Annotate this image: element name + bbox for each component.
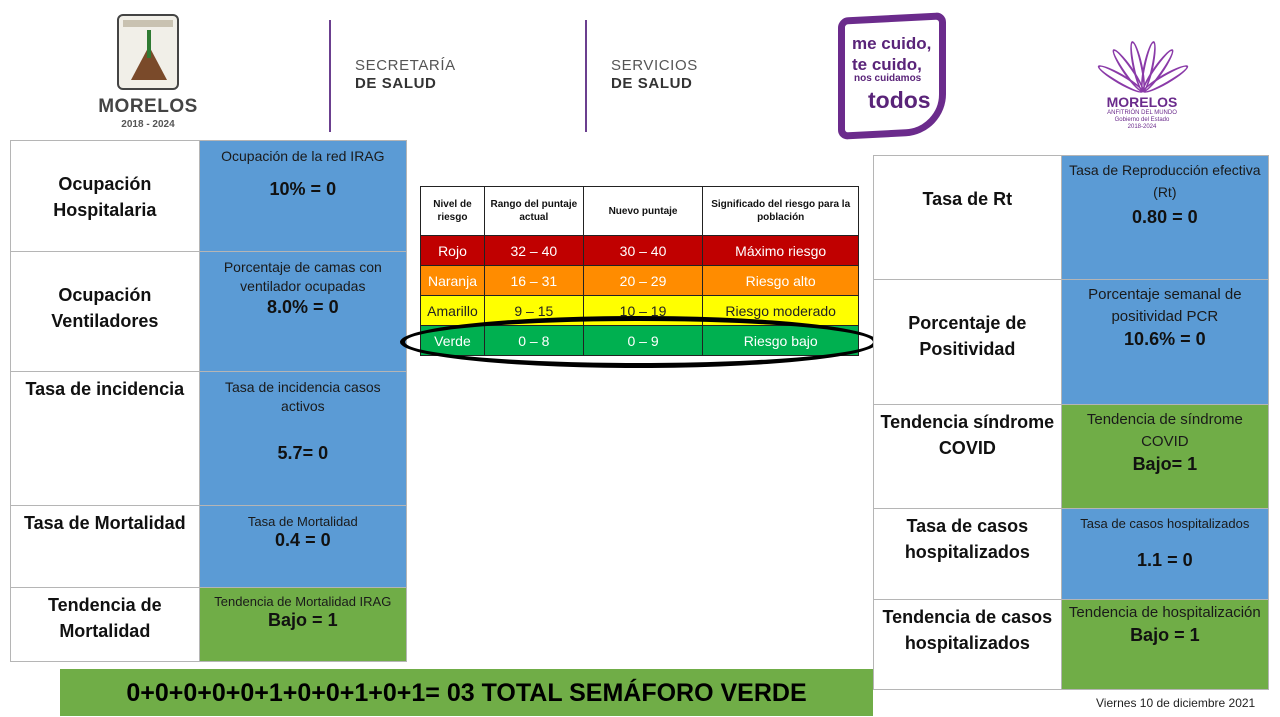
indicator-value-cell (199, 506, 406, 588)
indicator-value-cell (1061, 156, 1268, 280)
indicator-value: 0.4 = 0 (275, 530, 331, 550)
indicator-value-cell (1061, 509, 1268, 600)
indicator-value: 0.80 = 0 (1132, 207, 1198, 227)
indicator-row (874, 600, 1269, 690)
indicator-desc: Tasa de incidencia casos activos (224, 379, 381, 414)
indicator-label: Tasa de Rt (874, 156, 1062, 280)
risk-new-range: 20 – 29 (583, 266, 703, 296)
risk-meaning: Máximo riesgo (703, 236, 859, 266)
indicator-value: 10.6% = 0 (1124, 329, 1206, 349)
indicator-desc: Tasa de Reproducción efectiva (Rt) (1069, 162, 1261, 200)
morelos-name: MORELOS (98, 96, 198, 117)
indicator-row (874, 280, 1269, 405)
indicator-row (11, 372, 407, 506)
risk-meaning: Riesgo alto (703, 266, 859, 296)
risk-header: Rango del puntaje actual (484, 187, 583, 236)
indicator-value-cell (199, 588, 406, 662)
risk-level: Verde (421, 326, 485, 356)
left-indicators-table (10, 140, 407, 662)
indicator-desc: Porcentaje semanal de positividad PCR (1088, 286, 1242, 325)
indicator-value-cell (199, 141, 406, 252)
risk-row-naranja (421, 266, 859, 296)
risk-row-rojo (421, 236, 859, 266)
indicator-row (11, 252, 407, 372)
risk-new-range: 10 – 19 (583, 296, 703, 326)
secretaria-logo-text: SECRETARÍA DE SALUD (355, 57, 456, 92)
indicator-desc: Porcentaje de camas con ventilador ocupadas (223, 259, 382, 294)
indicator-value-cell (199, 252, 406, 372)
me-cuido-logo: me cuido, te cuido, nos cuidamos todos (838, 15, 946, 137)
risk-meaning: Riesgo moderado (703, 296, 859, 326)
report-date: Viernes 10 de diciembre 2021 (1096, 696, 1256, 710)
risk-header-row (421, 187, 859, 236)
risk-level: Naranja (421, 266, 485, 296)
indicator-row (11, 506, 407, 588)
indicator-desc: Tasa de Mortalidad (247, 514, 358, 529)
servicios-logo-text: SERVICIOS DE SALUD (611, 57, 698, 92)
indicator-label: Tasa de casos hospitalizados (874, 509, 1062, 600)
indicator-value-cell (1061, 405, 1268, 509)
indicator-label: Tendencia síndrome COVID (874, 405, 1062, 509)
indicator-row (874, 509, 1269, 600)
divider (329, 20, 331, 132)
indicator-value: 8.0% = 0 (267, 297, 339, 317)
risk-header: Significado del riesgo para la población (703, 187, 859, 236)
risk-level: Rojo (421, 236, 485, 266)
indicator-value: 1.1 = 0 (1137, 550, 1193, 570)
risk-header: Nuevo puntaje (583, 187, 703, 236)
indicator-value: Bajo = 1 (1130, 625, 1200, 645)
risk-header: Nivel de riesgo (421, 187, 485, 236)
indicator-row (11, 141, 407, 252)
indicator-value: 10% = 0 (269, 179, 337, 199)
risk-new-range: 0 – 9 (583, 326, 703, 356)
indicator-value: 5.7= 0 (277, 443, 329, 463)
lotus-flower-icon (1102, 18, 1182, 92)
risk-level: Amarillo (421, 296, 485, 326)
morelos-logo (88, 14, 208, 136)
indicator-value: Bajo= 1 (1132, 454, 1198, 474)
risk-range: 16 – 31 (484, 266, 583, 296)
indicator-label: Porcentaje de Positividad (874, 280, 1062, 405)
risk-meaning: Riesgo bajo (703, 326, 859, 356)
indicator-value-cell (199, 372, 406, 506)
indicator-desc: Ocupación de la red IRAG (221, 148, 385, 164)
risk-range: 0 – 8 (484, 326, 583, 356)
indicator-label: Tasa de incidencia (11, 372, 200, 506)
indicator-label: Ocupación Ventiladores (11, 252, 200, 372)
indicator-row (11, 588, 407, 662)
indicator-row (874, 156, 1269, 280)
indicator-label: Tendencia de Mortalidad (11, 588, 200, 662)
risk-range: 32 – 40 (484, 236, 583, 266)
indicator-row (874, 405, 1269, 509)
divider (585, 20, 587, 132)
indicator-label: Ocupación Hospitalaria (11, 141, 200, 252)
indicator-desc: Tendencia de hospitalización (1068, 604, 1261, 621)
risk-range: 9 – 15 (484, 296, 583, 326)
indicator-value: Bajo = 1 (268, 610, 338, 630)
indicator-value-cell (1061, 600, 1268, 690)
indicator-desc: Tasa de casos hospitalizados (1080, 516, 1250, 531)
state-seal-icon (117, 14, 179, 90)
indicator-desc: Tendencia de síndrome COVID (1086, 411, 1243, 450)
indicator-label: Tendencia de casos hospitalizados (874, 600, 1062, 690)
highlight-oval (400, 316, 878, 368)
indicator-desc: Tendencia de Mortalidad IRAG (214, 594, 392, 609)
indicator-value-cell (1061, 280, 1268, 405)
morelos-anfitrion-logo: MORELOS ANFITRIÓN DEL MUNDO Gobierno del Estado 2018-2024 (1092, 18, 1192, 136)
right-indicators-table (873, 155, 1269, 690)
total-semaforo-bar: 0+0+0+0+0+1+0+0+1+0+1= 03 TOTAL SEMÁFORO VERDE (60, 669, 873, 716)
morelos-years: 2018 - 2024 (121, 119, 175, 130)
risk-new-range: 30 – 40 (583, 236, 703, 266)
indicator-label: Tasa de Mortalidad (11, 506, 200, 588)
